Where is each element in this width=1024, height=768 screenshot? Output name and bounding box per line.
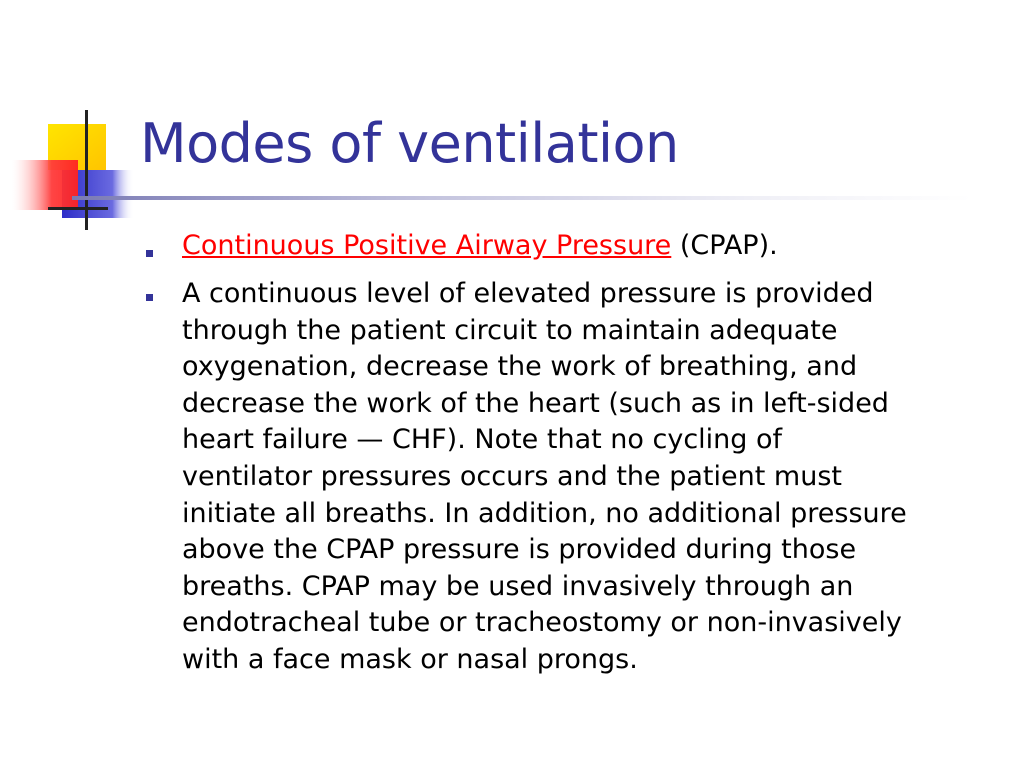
cpap-link[interactable]: Continuous Positive Airway Pressure xyxy=(182,230,672,261)
text-line: through the patient circuit to maintain adequate xyxy=(182,314,838,346)
text-line: above the CPAP pressure is provided during those xyxy=(182,534,857,566)
red-square xyxy=(12,160,78,210)
slide-title: Modes of ventilation xyxy=(140,112,679,175)
bullet-marker xyxy=(146,250,153,257)
text-line: breaths. CPAP may be used invasively through an xyxy=(182,570,854,602)
text-line: decrease the work of the heart (such as in left-sided xyxy=(182,387,889,419)
text-line: heart failure — CHF). Note that no cycling of xyxy=(182,424,783,456)
text-line: with a face mask or nasal prongs. xyxy=(182,643,638,675)
cpap-abbrev: (CPAP). xyxy=(679,230,778,261)
text-line: initiate all breaths. In addition, no additional pressure xyxy=(182,497,907,529)
bullet-item-1 xyxy=(182,228,1012,265)
text-line: endotracheal tube or tracheostomy or non-invasively xyxy=(182,607,902,639)
horizontal-line xyxy=(48,207,108,210)
text-line: oxygenation, decrease the work of breathing, and xyxy=(182,351,858,383)
text-line: A continuous level of elevated pressure is provided xyxy=(182,278,874,309)
decorative-squares-logo xyxy=(0,0,140,240)
title-divider xyxy=(72,196,972,200)
bullet-item-2 xyxy=(182,276,1012,679)
bullet-marker xyxy=(146,294,153,301)
vertical-line xyxy=(85,110,88,230)
text-line: ventilator pressures occurs and the patient must xyxy=(182,460,842,492)
